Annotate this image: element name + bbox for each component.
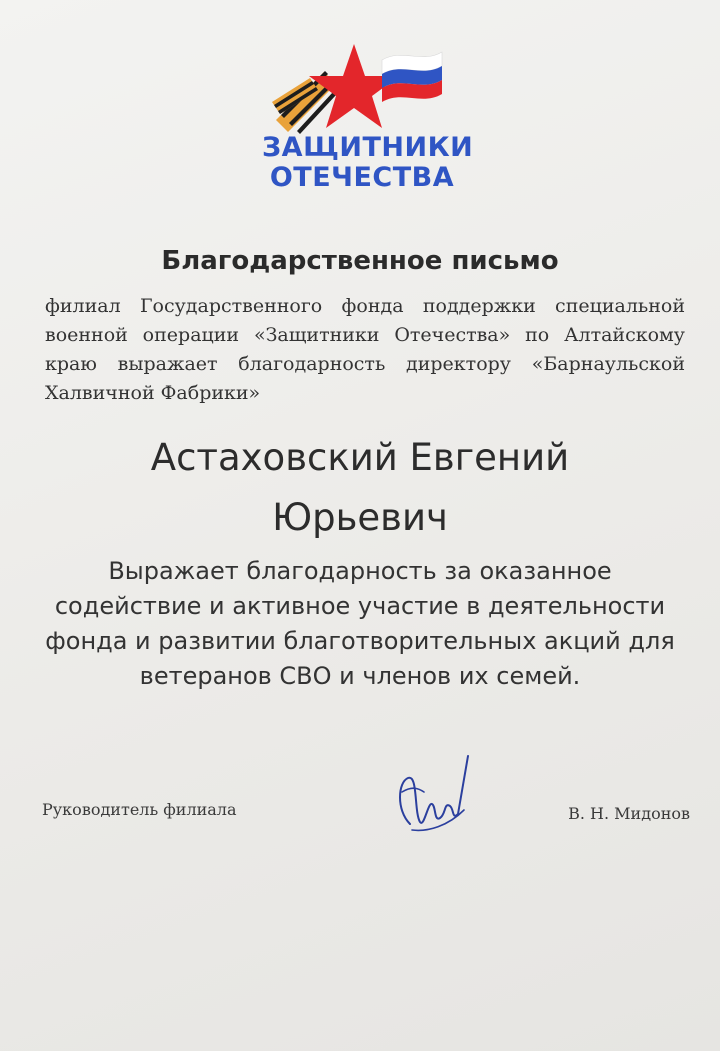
letter-title: Благодарственное письмо — [161, 246, 559, 276]
logo-text-line1: ЗАЩИТНИКИ — [262, 132, 474, 163]
signatory-name: В. Н. Мидонов — [568, 804, 690, 823]
handwritten-signature-icon — [388, 752, 478, 842]
intro-paragraph: филиал Государственного фонда поддержки специальной военной операции «Защитники Отечества» по Алтайскому краю выражает благодарность директору «Барнаульской Халвичной Фабрики» — [45, 295, 685, 404]
recipient-name — [60, 428, 660, 548]
recipient-name-line2: Юрьевич — [272, 496, 448, 539]
logo-emblem-icon — [262, 42, 462, 137]
signatory-role: Руководитель филиала — [42, 800, 237, 819]
recipient-name-line1: Астаховский Евгений — [150, 436, 570, 479]
flag-icon — [382, 52, 442, 102]
logo — [262, 42, 474, 193]
gratitude-paragraph: Выражает благодарность за оказанное содействие и активное участие в деятельности фонда и развитии благотворительных акций для ветеранов СВО и членов их семей. — [45, 557, 675, 690]
logo-text-line2: ОТЕЧЕСТВА — [269, 162, 455, 193]
